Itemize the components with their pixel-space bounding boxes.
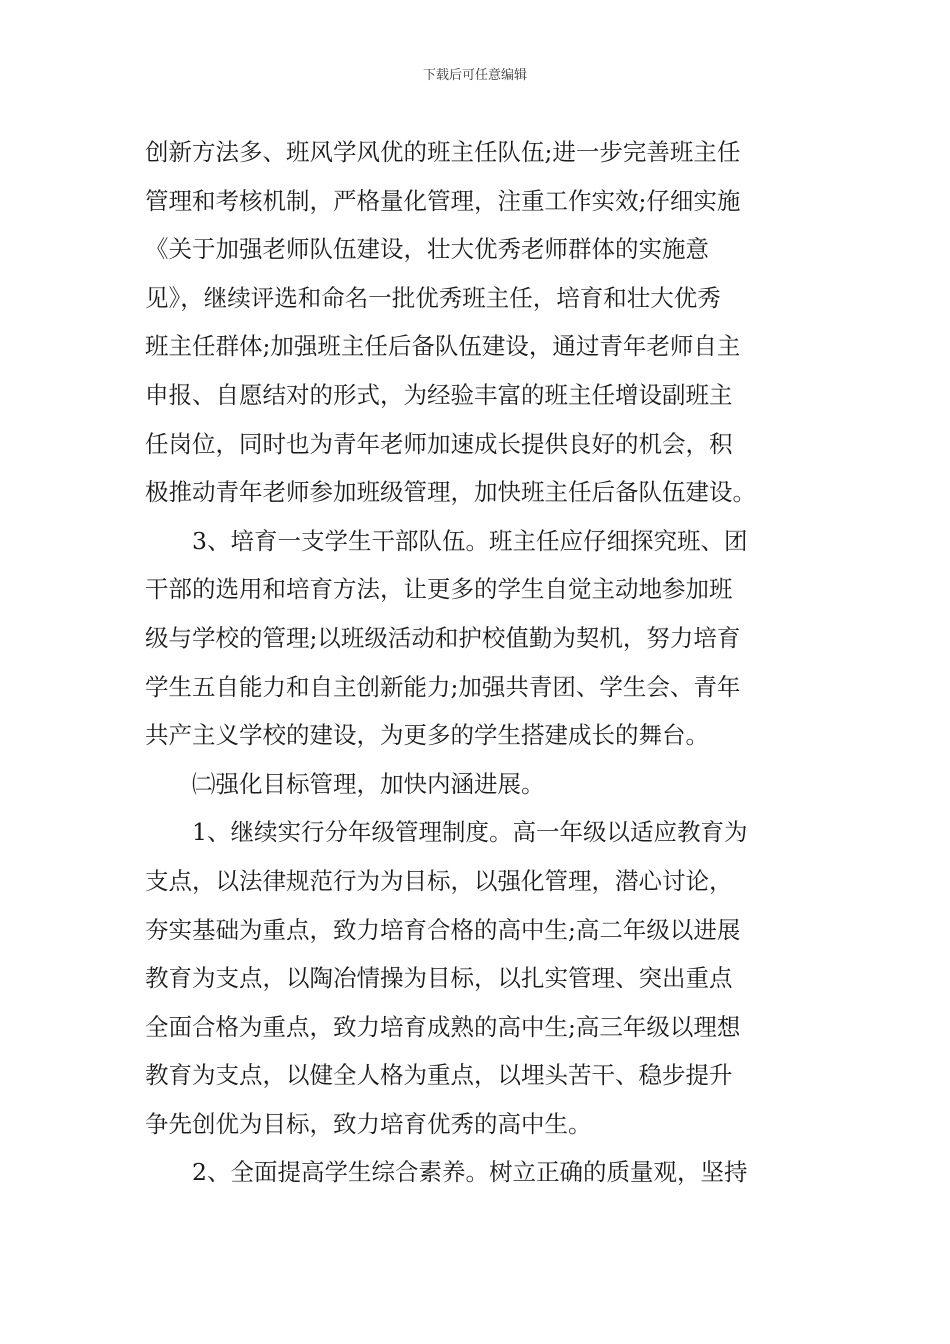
text-line: 2、全面提高学生综合素养。树立正确的质量观，坚持 [145,1158,748,1187]
text-line: 管理和考核机制，严格量化管理，注重工作实效;仔细实施 [145,186,741,215]
text-line: 见》，继续评选和命名一批优秀班主任，培育和壮大优秀 [145,283,721,312]
text-line: 任岗位，同时也为青年老师加速成长提供良好的机会，积 [145,429,733,458]
text-line: 支点，以法律规范行为为目标，以强化管理，潜心讨论， [145,866,733,895]
text-line: 教育为支点，以陶冶情操为目标，以扎实管理、突出重点 [145,964,733,993]
page-header: 下载后可任意编辑 [422,68,527,83]
text-line: 极推动青年老师参加班级管理，加快班主任后备队伍建设。 [145,478,756,507]
text-line: 学生五自能力和自主创新能力;加强共青团、学生会、青年 [145,672,741,701]
text-line: 全面合格为重点，致力培育成熟的高中生;高三年级以理想 [145,1012,741,1041]
text-line: 夯实基础为重点，致力培育合格的高中生;高二年级以进展 [145,915,741,944]
text-line: 争先创优为目标，致力培育优秀的高中生。 [145,1109,592,1138]
document-body [145,128,810,1197]
text-line: 3、培育一支学生干部队伍。班主任应仔细探究班、团 [145,526,748,555]
text-line: 共产主义学校的建设，为更多的学生搭建成长的舞台。 [145,721,709,750]
text-line: 《关于加强老师队伍建设，壮大优秀老师群体的实施意 [145,235,709,264]
text-line: 1、继续实行分年级管理制度。高一年级以适应教育为 [145,818,748,847]
text-line: 班主任群体;加强班主任后备队伍建设，通过青年老师自主 [145,332,741,361]
text-line: 教育为支点，以健全人格为重点，以埋头苦干、稳步提升 [145,1061,733,1090]
text-line: 干部的选用和培育方法，让更多的学生自觉主动地参加班 [145,575,733,604]
text-line: ㈡强化目标管理，加快内涵进展。 [145,769,545,798]
text-line: 申报、自愿结对的形式，为经验丰富的班主任增设副班主 [145,380,733,409]
text-line: 级与学校的管理;以班级活动和护校值勤为契机，努力培育 [145,623,741,652]
text-line: 创新方法多、班风学风优的班主任队伍;进一步完善班主任 [145,138,741,166]
